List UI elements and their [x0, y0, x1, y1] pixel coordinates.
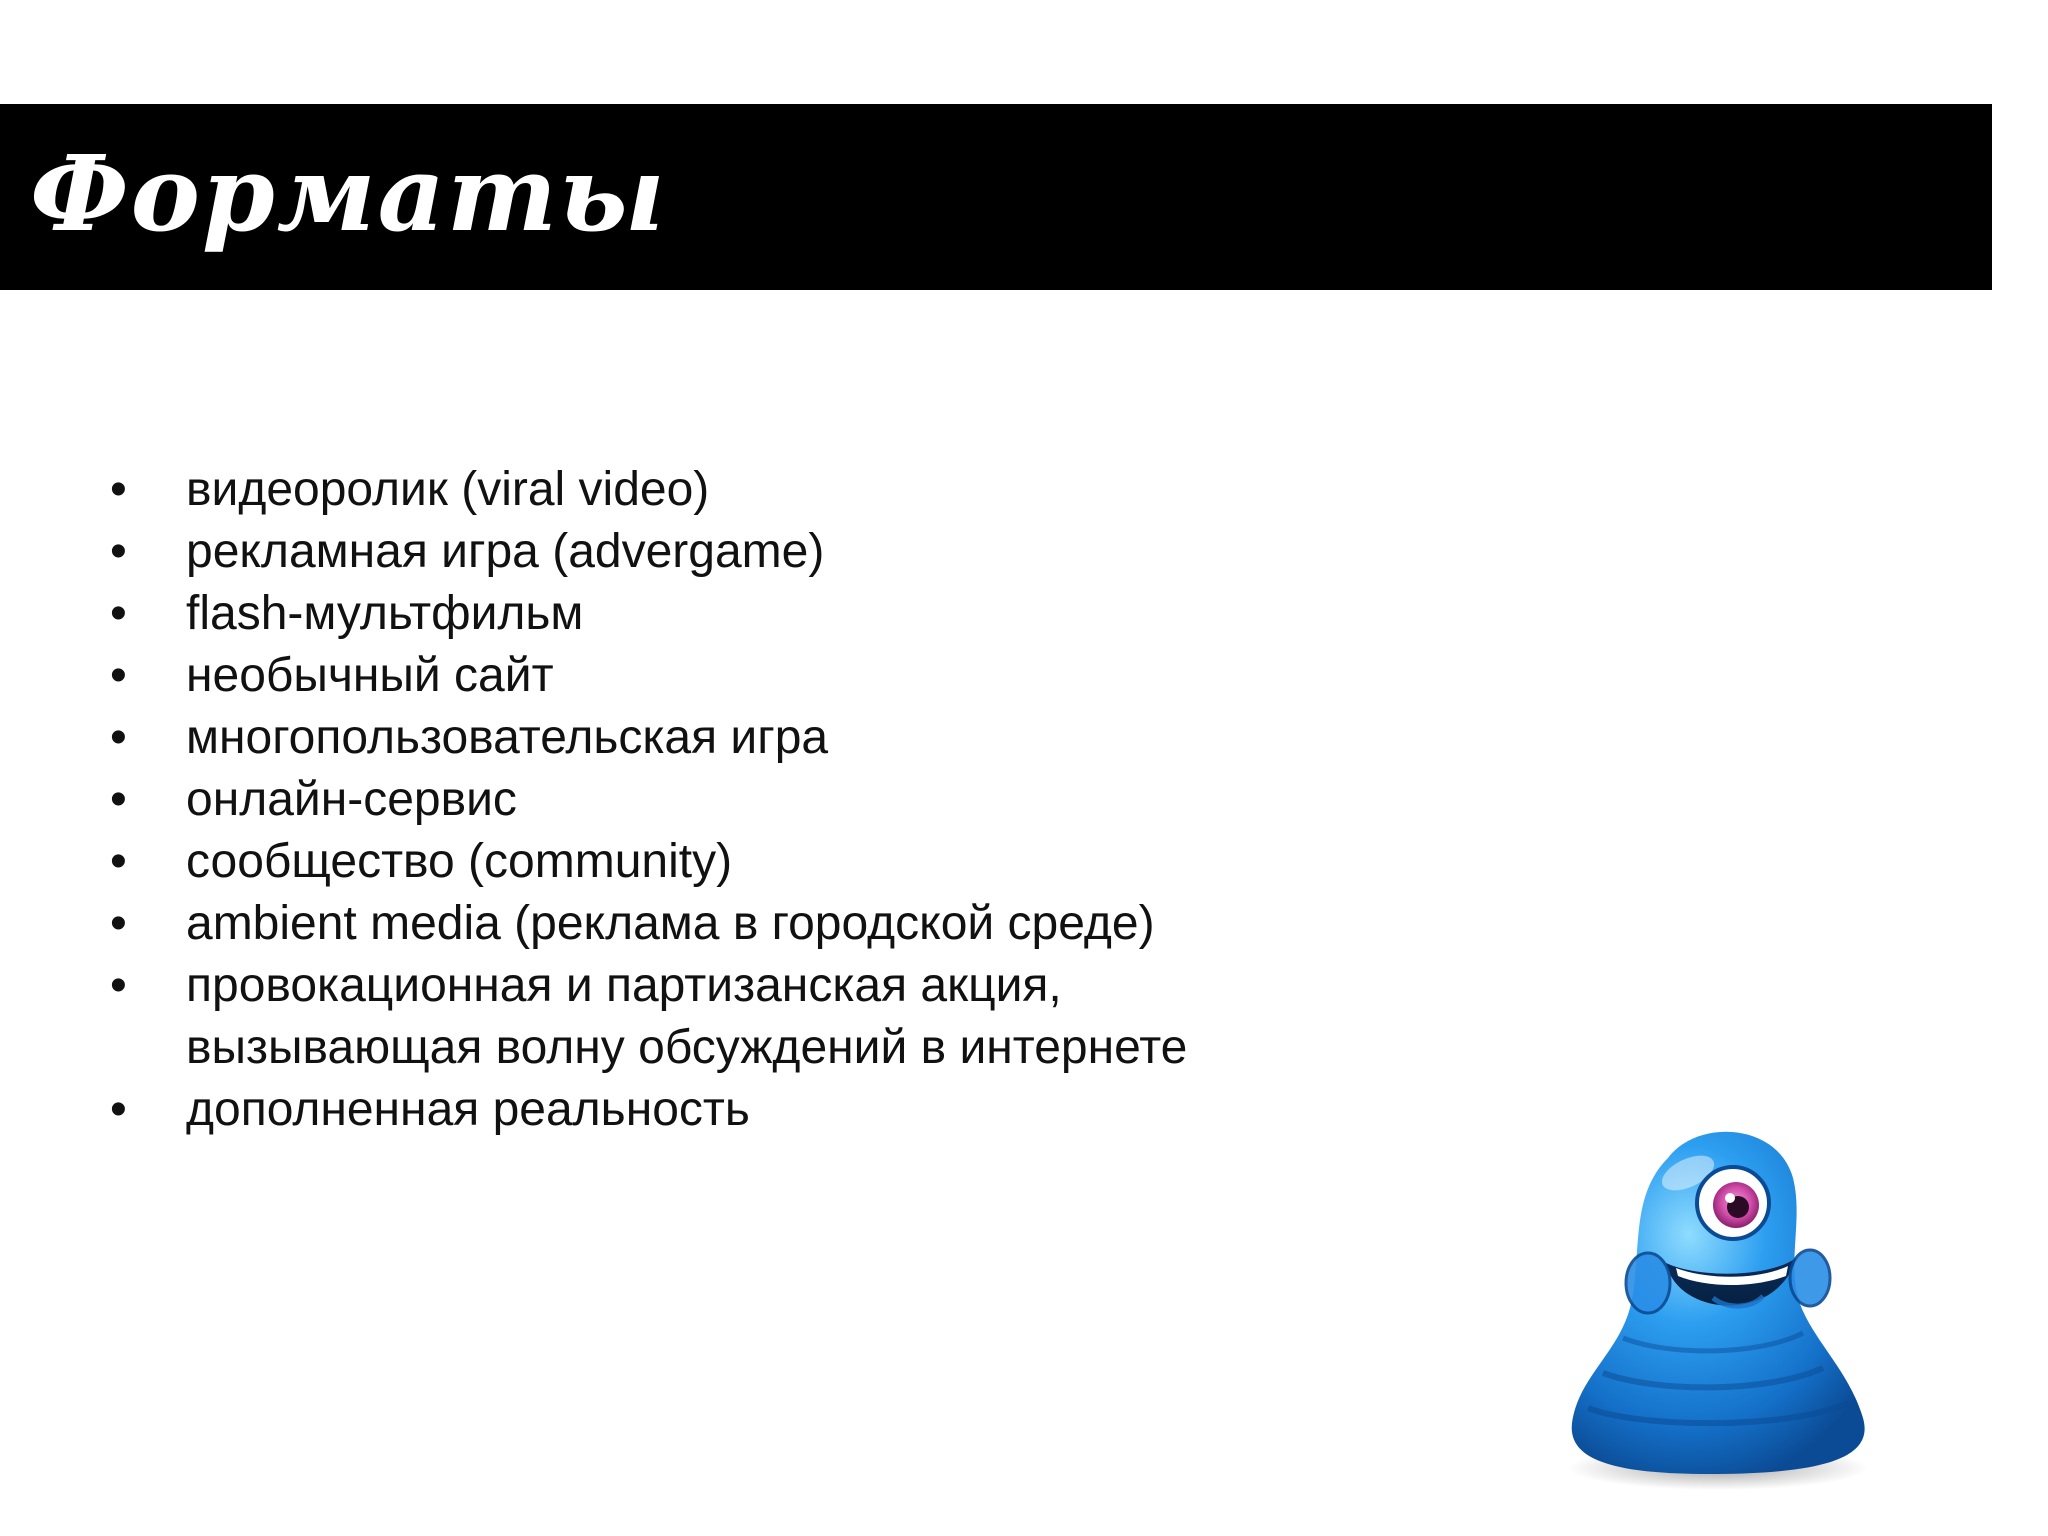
bullet-list: [110, 459, 1510, 1141]
list-item: [110, 831, 1510, 893]
list-item-text: • ambient media (реклама в городской среде): [186, 897, 1155, 950]
list-item: [110, 893, 1510, 955]
list-item-text: • онлайн-сервис: [186, 773, 517, 826]
list-item: [110, 583, 1510, 645]
slide-title: Форматы: [30, 132, 667, 255]
list-item: [110, 521, 1510, 583]
list-item: [110, 645, 1510, 707]
list-item-text: • видеоролик (viral video): [186, 463, 710, 516]
list-item-text: • провокационная и партизанская акция,: [186, 959, 1062, 1012]
list-item: [110, 955, 1510, 1079]
list-item: [110, 769, 1510, 831]
list-item: [110, 1079, 1510, 1141]
list-item-text: • рекламная игра (advergame): [186, 525, 825, 578]
blue-one-eyed-blob-monster-icon: [1548, 1118, 1878, 1498]
list-item-text-continued: вызывающая волну обсуждений в интернете: [186, 1021, 1188, 1074]
list-item-text: • многопользовательская игра: [186, 711, 829, 764]
title-bar: [0, 104, 1992, 290]
list-item-text: • необычный сайт: [186, 649, 554, 702]
list-item-text: • flash-мультфильм: [186, 587, 584, 640]
list-item: [110, 707, 1510, 769]
list-item-text: • сообщество (community): [186, 835, 733, 888]
list-item-text: • дополненная реальность: [186, 1083, 750, 1136]
list-item: [110, 459, 1510, 521]
